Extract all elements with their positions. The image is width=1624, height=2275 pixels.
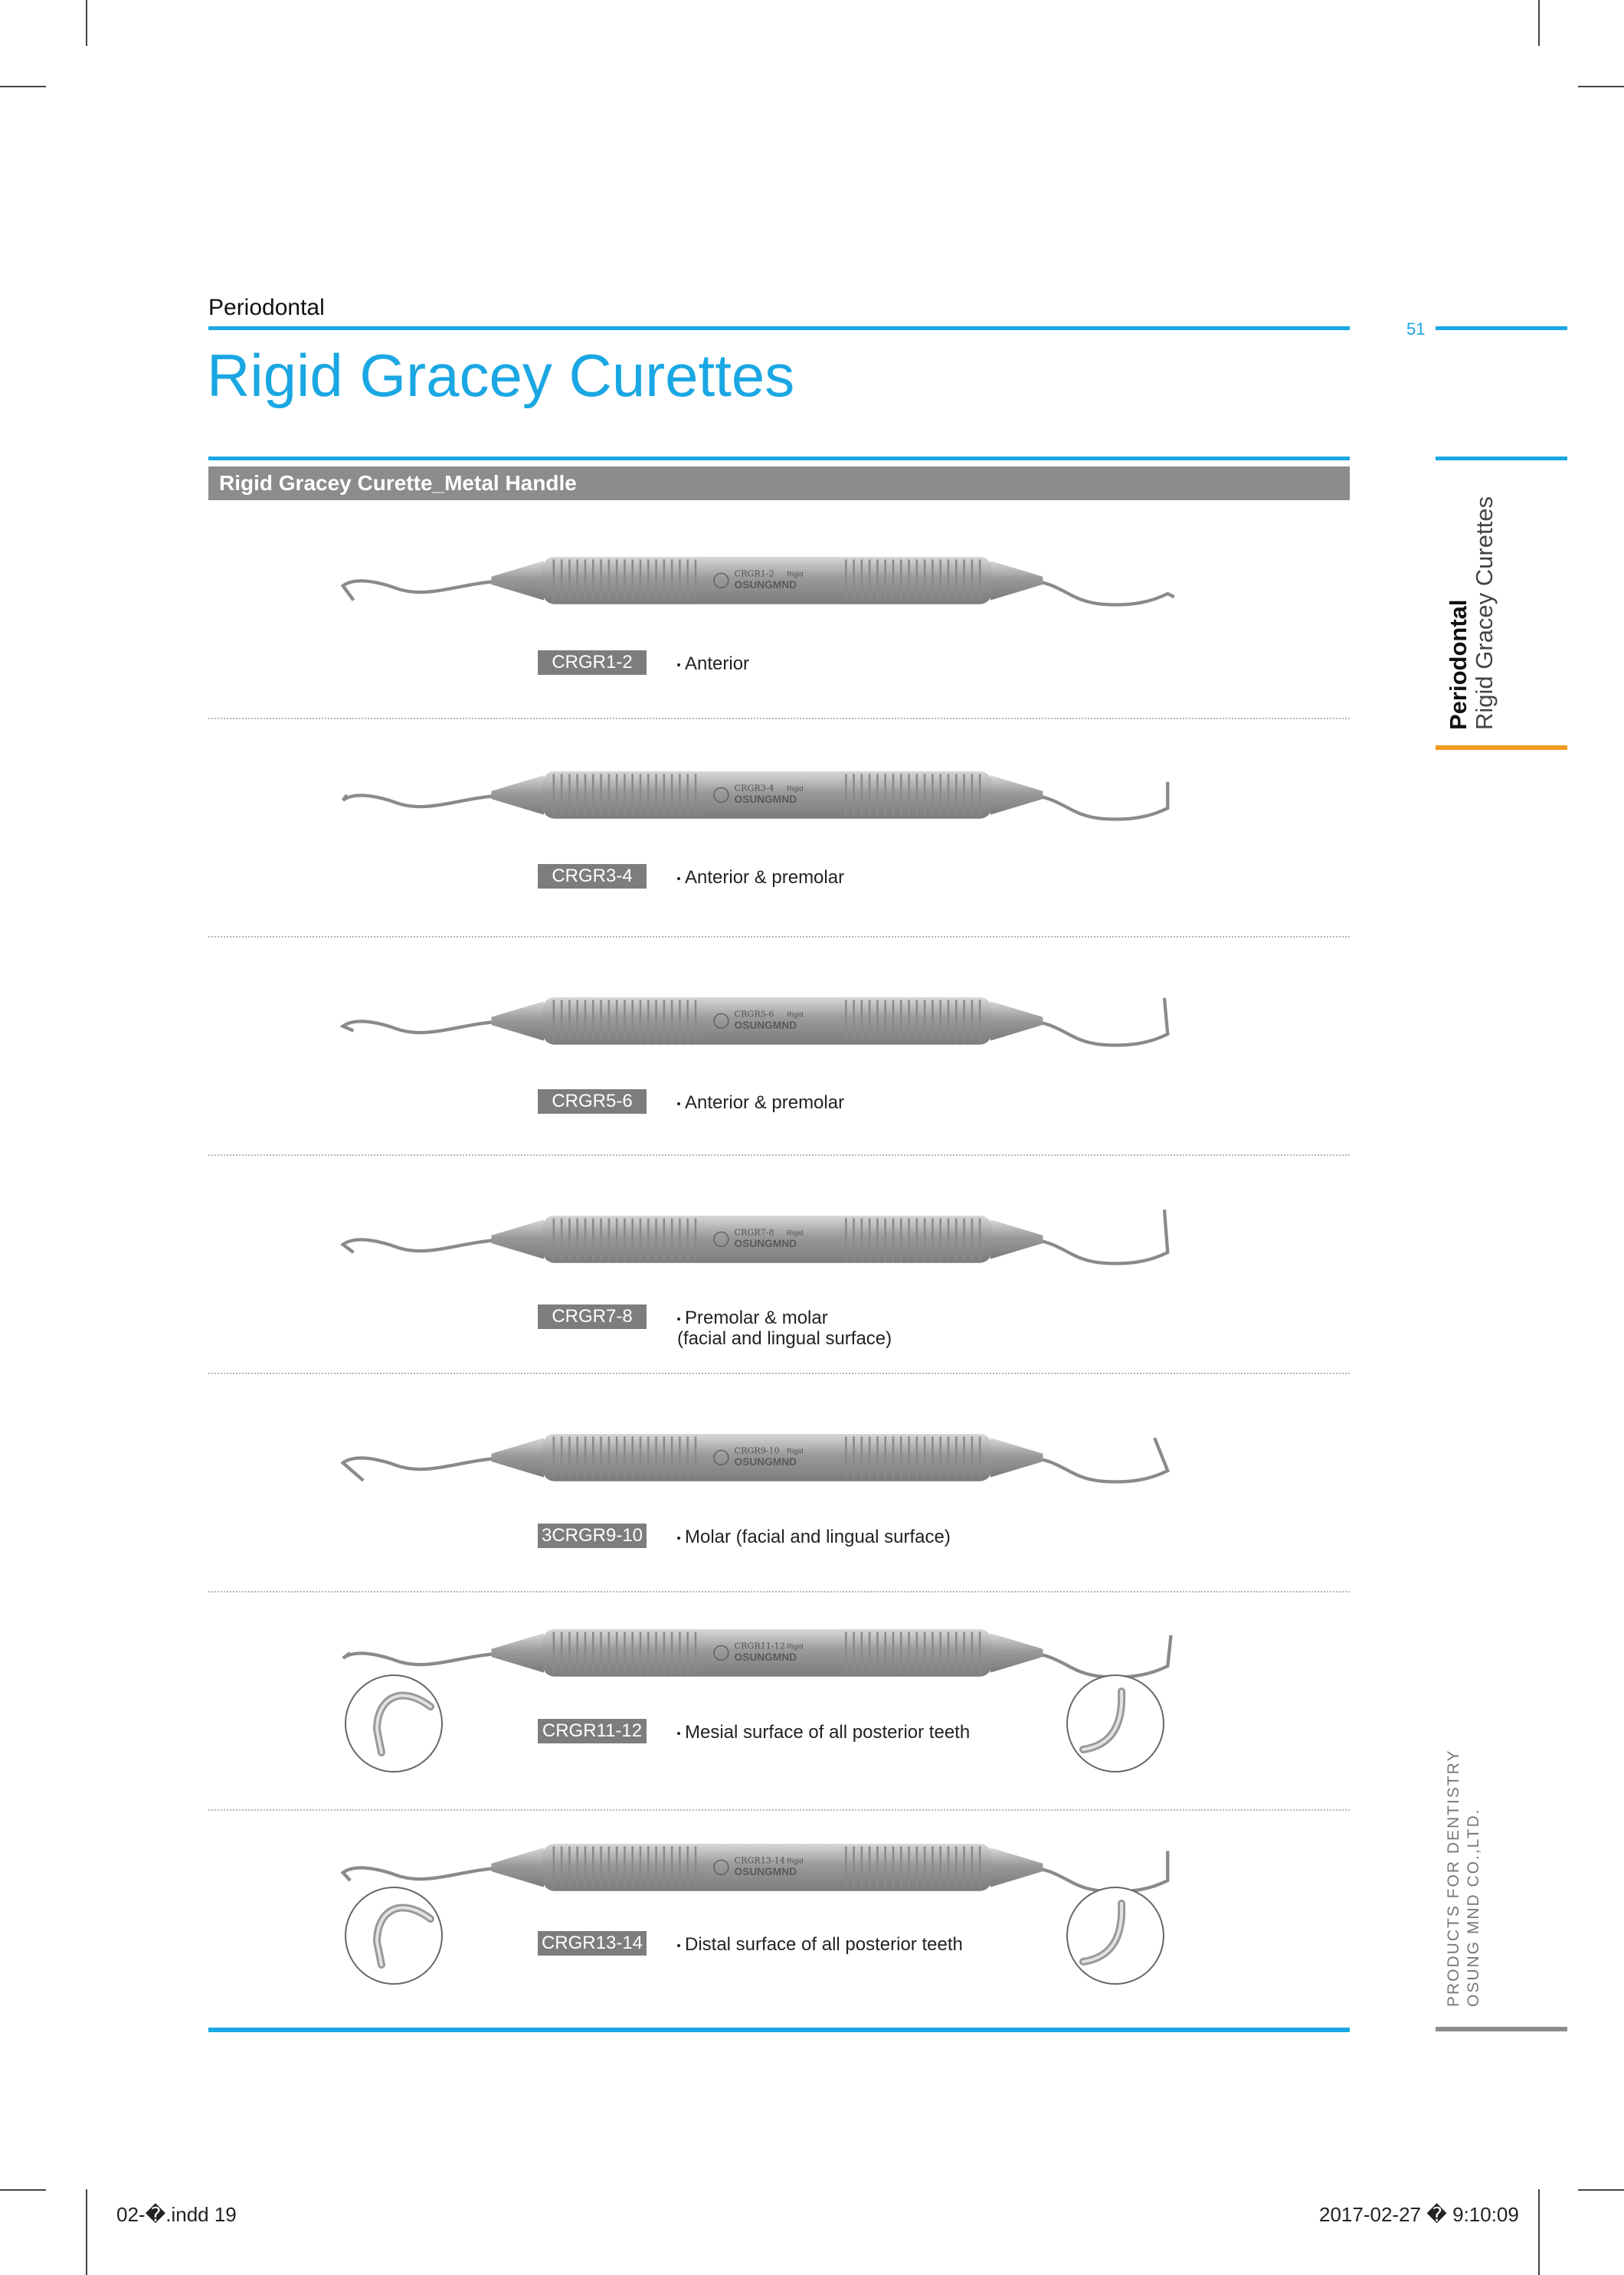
handle-grade-label: Rigid xyxy=(787,569,804,578)
bullet-icon xyxy=(677,1102,680,1105)
sidebar-orange-rule xyxy=(1436,745,1567,750)
crop-mark xyxy=(1538,2189,1540,2275)
sidebar-top-rule xyxy=(1436,457,1567,460)
footer-right: 2017-02-27 � 9:10:09 xyxy=(1319,2203,1519,2226)
row-separator xyxy=(208,1591,1350,1592)
product-description xyxy=(677,653,749,674)
page-number-rule xyxy=(1436,326,1567,330)
description-text: Premolar & molar xyxy=(685,1308,828,1328)
curette-instrument xyxy=(260,1206,1287,1298)
sidebar-subcategory: Rigid Gracey Curettes xyxy=(1471,496,1498,730)
page-number: 51 xyxy=(1406,319,1426,339)
row-separator xyxy=(208,1809,1350,1811)
curette-instrument xyxy=(260,988,1287,1080)
handle-grade-label: Rigid xyxy=(787,784,804,793)
row-separator xyxy=(208,1154,1350,1156)
sidebar-bottom-rule xyxy=(1436,2027,1567,2031)
handle-brand-label: OSUNGMND xyxy=(734,1020,797,1032)
tip-detail-right xyxy=(1066,1674,1164,1773)
page-title: Rigid Gracey Curettes xyxy=(207,342,795,409)
handle-grade-label: Rigid xyxy=(787,1856,804,1865)
handle-model-label: CRGR5-6 xyxy=(734,1009,774,1020)
curette-instrument xyxy=(260,1425,1287,1517)
product-description xyxy=(677,867,844,888)
product-code: CRGR7-8 xyxy=(538,1304,647,1329)
handle-brand-label: OSUNGMND xyxy=(734,1651,797,1664)
subheading: Rigid Gracey Curette_Metal Handle xyxy=(219,471,577,495)
section-label: Periodontal xyxy=(208,295,325,320)
crop-mark xyxy=(0,2189,46,2191)
description-text: Anterior & premolar xyxy=(685,867,845,888)
product-description xyxy=(677,1722,970,1743)
product-code: CRGR5-6 xyxy=(538,1089,647,1114)
description-text: Distal surface of all posterior teeth xyxy=(685,1934,963,1955)
bullet-icon xyxy=(677,1732,680,1735)
handle-brand-label: OSUNGMND xyxy=(734,1238,797,1250)
tip-detail-left xyxy=(345,1674,443,1773)
handle-model-label: CRGR1-2 xyxy=(734,568,774,579)
product-code: CRGR3-4 xyxy=(538,864,647,889)
description-text: Anterior xyxy=(685,653,750,674)
curette-instrument xyxy=(260,762,1287,854)
product-code: 3CRGR9-10 xyxy=(538,1524,647,1548)
handle-model-label: CRGR9-10 xyxy=(734,1445,780,1456)
crop-mark xyxy=(0,86,46,87)
handle-brand-label: OSUNGMND xyxy=(734,579,797,591)
bullet-icon xyxy=(677,1537,680,1540)
description-text: Anterior & premolar xyxy=(685,1092,845,1113)
bullet-icon xyxy=(677,877,680,880)
bullet-icon xyxy=(677,1944,680,1947)
crop-mark xyxy=(1578,86,1624,87)
product-code: CRGR13-14 xyxy=(538,1931,647,1956)
row-separator xyxy=(208,936,1350,938)
crop-mark xyxy=(1538,0,1540,46)
description-line-2: (facial and lingual surface) xyxy=(677,1328,892,1349)
company-line-1: PRODUCTS FOR DENTISTRY xyxy=(1445,1749,1462,2007)
tip-detail-right xyxy=(1066,1887,1164,1985)
tip-detail-left xyxy=(345,1887,443,1985)
handle-model-label: CRGR3-4 xyxy=(734,783,774,794)
header-rule xyxy=(208,326,1350,330)
row-separator xyxy=(208,1373,1350,1374)
bottom-rule xyxy=(208,2028,1350,2032)
description-text: Molar (facial and lingual surface) xyxy=(685,1527,951,1547)
company-line-2: OSUNG MND CO.,LTD. xyxy=(1465,1808,1482,2007)
handle-brand-label: OSUNGMND xyxy=(734,794,797,806)
handle-grade-label: Rigid xyxy=(787,1228,804,1237)
crop-mark xyxy=(86,0,87,46)
description-text: Mesial surface of all posterior teeth xyxy=(685,1722,971,1743)
product-description xyxy=(677,1092,844,1113)
bullet-icon xyxy=(677,1318,680,1321)
title-rule xyxy=(208,457,1350,460)
product-description xyxy=(677,1934,963,1955)
product-description xyxy=(677,1308,892,1349)
handle-brand-label: OSUNGMND xyxy=(734,1456,797,1468)
handle-grade-label: Rigid xyxy=(787,1446,804,1455)
handle-grade-label: Rigid xyxy=(787,1010,804,1019)
crop-mark xyxy=(1578,2189,1624,2191)
handle-model-label: CRGR11-12 xyxy=(734,1641,785,1651)
product-description xyxy=(677,1527,951,1547)
handle-grade-label: Rigid xyxy=(787,1642,804,1651)
product-code: CRGR1-2 xyxy=(538,650,647,675)
handle-model-label: CRGR7-8 xyxy=(734,1227,774,1238)
curette-instrument xyxy=(260,548,1287,640)
subheading-bar xyxy=(208,466,1350,500)
product-code: CRGR11-12 xyxy=(538,1719,647,1743)
row-separator xyxy=(208,718,1350,719)
handle-brand-label: OSUNGMND xyxy=(734,1866,797,1878)
bullet-icon xyxy=(677,663,680,666)
handle-model-label: CRGR13-14 xyxy=(734,1855,785,1866)
crop-mark xyxy=(86,2189,87,2275)
footer-left: 02-�.indd 19 xyxy=(116,2203,237,2226)
sidebar-category: Periodontal xyxy=(1445,599,1472,730)
